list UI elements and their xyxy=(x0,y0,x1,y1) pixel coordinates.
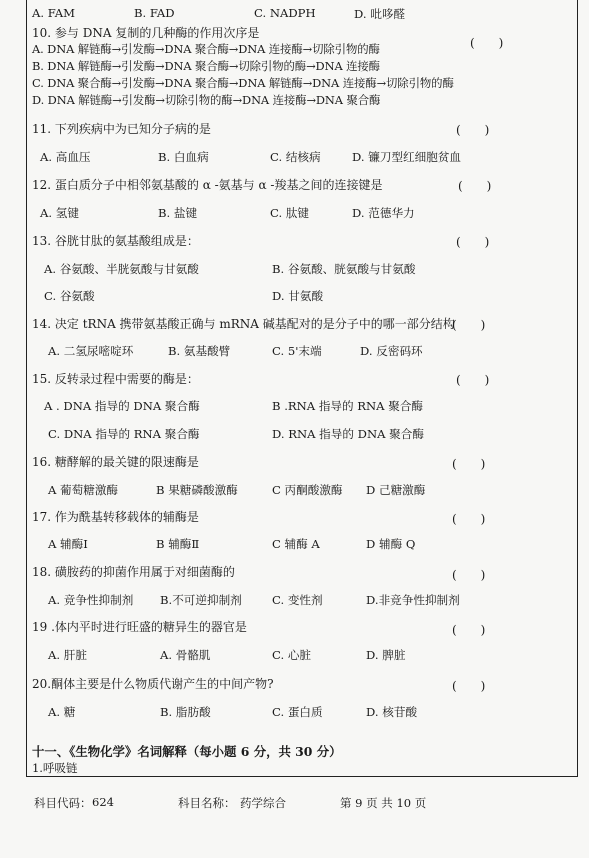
q11-answer-blank: ( ) xyxy=(456,123,490,137)
q20-stem: 20.酮体主要是什么物质代谢产生的中间产物? xyxy=(32,677,274,691)
q10-option-b: B. DNA 解链酶→引发酶→DNA 聚合酶→切除引物的酶→DNA 连接酶 xyxy=(32,59,380,73)
q18-stem: 18. 磺胺药的抑菌作用属于对细菌酶的 xyxy=(32,565,235,579)
q15-option-c: C. DNA 指导的 RNA 聚合酶 xyxy=(48,427,200,441)
q19-option-c: C. 心脏 xyxy=(272,648,312,662)
footer-page-info: 第 9 页 共 10 页 xyxy=(340,796,427,810)
q10-option-d: D. DNA 解链酶→引发酶→切除引物的酶→DNA 连接酶→DNA 聚合酶 xyxy=(32,93,381,107)
q9-option-a: A. FAM xyxy=(32,6,76,20)
q20-answer-blank: ( ) xyxy=(452,679,486,693)
q12-option-d: D. 范德华力 xyxy=(352,206,415,220)
q10-option-c: C. DNA 聚合酶→引发酶→DNA 聚合酶→DNA 解链酶→DNA 连接酶→切除引物的酶 xyxy=(32,76,454,90)
q16-stem: 16. 糖酵解的最关键的限速酶是 xyxy=(32,455,199,469)
q19-stem: 19 .体内平时进行旺盛的糖异生的器官是 xyxy=(32,620,247,634)
q14-option-b: B. 氨基酸臂 xyxy=(168,344,231,358)
q17-option-c: C 辅酶 A xyxy=(272,537,320,551)
q13-answer-blank: ( ) xyxy=(456,235,490,249)
q17-option-b: B 辅酶Ⅱ xyxy=(156,537,200,551)
q18-option-d: D.非竞争性抑制剂 xyxy=(366,593,460,607)
q16-answer-blank: ( ) xyxy=(452,457,486,471)
q17-option-a: A 辅酶Ⅰ xyxy=(48,537,88,551)
q13-option-a: A. 谷氨酸、半胱氨酸与甘氨酸 xyxy=(44,262,199,276)
q13-option-b: B. 谷氨酸、胱氨酸与甘氨酸 xyxy=(272,262,416,276)
q20-option-b: B. 脂肪酸 xyxy=(160,705,211,719)
footer-name-label: 科目名称： xyxy=(178,796,236,810)
q12-option-c: C. 肽键 xyxy=(270,206,310,220)
q20-option-a: A. 糖 xyxy=(48,705,76,719)
footer-code-label: 科目代码： xyxy=(34,796,92,810)
q9-option-b: B. FAD xyxy=(134,6,175,20)
section-title: 十一、《生物化学》名词解释（每小题 6 分，共 30 分） xyxy=(32,744,342,759)
q10-answer-blank: ( ) xyxy=(470,36,504,50)
q18-option-b: B.不可逆抑制剂 xyxy=(160,593,242,607)
q20-option-c: C. 蛋白质 xyxy=(272,705,323,719)
q14-answer-blank: ( ) xyxy=(452,318,486,332)
q14-stem: 14. 决定 tRNA 携带氨基酸正确与 mRNA 碱基配对的是分子中的哪一部分结构 xyxy=(32,317,455,331)
q16-option-a: A 葡萄糖激酶 xyxy=(48,483,119,497)
q17-answer-blank: ( ) xyxy=(452,512,486,526)
q12-option-a: A. 氢键 xyxy=(40,206,79,220)
q15-option-a: A . DNA 指导的 DNA 聚合酶 xyxy=(44,399,200,413)
q14-option-a: A. 二氢尿嘧啶环 xyxy=(48,344,134,358)
q19-option-d: D. 脾脏 xyxy=(366,648,406,662)
q15-stem: 15. 反转录过程中需要的酶是： xyxy=(32,372,199,386)
q15-option-d: D. RNA 指导的 DNA 聚合酶 xyxy=(272,427,424,441)
q11-option-a: A. 高血压 xyxy=(40,150,91,164)
q18-option-a: A. 竞争性抑制剂 xyxy=(48,593,134,607)
q19-answer-blank: ( ) xyxy=(452,623,486,637)
q17-option-d: D 辅酶 Q xyxy=(366,537,416,551)
q11-option-c: C. 结核病 xyxy=(270,150,321,164)
q14-option-c: C. 5'末端 xyxy=(272,344,322,358)
footer-name-value: 药学综合 xyxy=(240,796,286,810)
q13-option-d: D. 甘氨酸 xyxy=(272,289,324,303)
q16-option-b: B 果糖磷酸激酶 xyxy=(156,483,238,497)
q11-option-d: D. 镰刀型红细胞贫血 xyxy=(352,150,462,164)
q14-option-d: D. 反密码环 xyxy=(360,344,423,358)
q15-answer-blank: ( ) xyxy=(456,373,490,387)
q11-stem: 11. 下列疾病中为已知分子病的是 xyxy=(32,122,211,136)
section-item-1: 1.呼吸链 xyxy=(32,761,78,775)
q10-option-a: A. DNA 解链酶→引发酶→DNA 聚合酶→DNA 连接酶→切除引物的酶 xyxy=(32,42,380,56)
q20-option-d: D. 核苷酸 xyxy=(366,705,418,719)
q18-option-c: C. 变性剂 xyxy=(272,593,323,607)
q13-stem: 13. 谷胱甘肽的氨基酸组成是： xyxy=(32,234,199,248)
q19-option-b: A. 骨骼肌 xyxy=(160,648,211,662)
q11-option-b: B. 白血病 xyxy=(158,150,209,164)
q16-option-d: D 己糖激酶 xyxy=(366,483,426,497)
q9-option-d: D. 吡哆醛 xyxy=(354,7,406,21)
q17-stem: 17. 作为酰基转移载体的辅酶是 xyxy=(32,510,199,524)
q12-option-b: B. 盐键 xyxy=(158,206,198,220)
q10-stem: 10. 参与 DNA 复制的几种酶的作用次序是 xyxy=(32,26,260,40)
q19-option-a: A. 肝脏 xyxy=(48,648,87,662)
q16-option-c: C 丙酮酸激酶 xyxy=(272,483,343,497)
footer-code-value: 624 xyxy=(92,795,114,809)
q18-answer-blank: ( ) xyxy=(452,568,486,582)
q13-option-c: C. 谷氨酸 xyxy=(44,289,95,303)
q9-option-c: C. NADPH xyxy=(254,6,316,20)
q12-stem: 12. 蛋白质分子中相邻氨基酸的 α -氨基与 α -羧基之间的连接键是 xyxy=(32,178,383,192)
q15-option-b: B .RNA 指导的 RNA 聚合酶 xyxy=(272,399,424,413)
q12-answer-blank: ( ) xyxy=(458,179,492,193)
